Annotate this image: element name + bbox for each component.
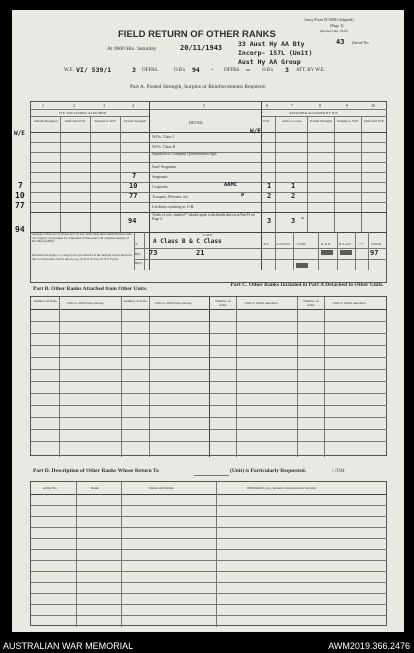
analysis-row-a: A — [135, 242, 138, 246]
form-sheet: Army Form W.3008 (Adapted) (Page 1) (Revised Jan. 1943) FIELD RETURN OF OTHER RANKS At 0600 Hrs. Saturday 20/11/1943 33 Aust Hy AA Bty Incorp- 157L (Unit) Aust Hy AA Group 43 (Serial No. W.E. VI/ 539/1 3 OFFRS. O.R's 94 + OFFRS. — O.R's 3 ATT. BY W.E. Part A. Posted Strength, Surplus or Reinforcements Required. 1 2 3 4 5 6 7 8 9 10 W.E. EXCLUDING ATTACHED DETAIL ATTACHED ALLOWED BY W.E. Details Required Deficient W.E. Surplus to W.E. Posted Strength W.E. Arm or Corps Posted Strength Surplus to W.E. Deficient W.E. W.Os. Class I W.Os. Class II Squadron or Company Quartermaster Sgts. Staff Sergeants Sergeants Corporals Troopers, Privates, etc. Civilians counting as O.R. Totals of cols. marked * should agree with details shown in Part H on Page 2 7 10 77 94 AAMC ℯ 1 2 3 1 2 3 * Analysis of Part A to be shown here by ALL units. Only units entitled in more than one category of personnel for completion of this return will complete analysis of Part B(i) and B(ii). Personnel belonging to a category not provided for in the analysis will be shown in this col. Particulars will be shown, e.g., 20 W.A. Forces, 10 N.Z. Forces. A B(i) B(ii) C.M.F. A Class B & C Class 73 21 A.S. A.A.M.W.S. CIVIL R.A.N. R.A.A.F. * * TOTAL 97 W/E W/E 7 10 77 94 Part B. Other Ranks Attached from Other Units. Part C. Other Ranks Included in Part A Detached to Other Units. Number of O.Rs. Unit to which they belong Number of O.Rs. Unit to which they belong Number of O.Rs. Unit to which detached Number of O.Rs. Unit to which detached Part D. Description of Other Ranks Whose Return To (Unit) is Particularly Requested. / /194 Army No. Rank Name and Initials REMARKS (e.g., present whereabouts if known) — [12, 10, 404, 632]
col-raaf: R.A.A.F. — [339, 242, 352, 246]
a-class-value: 73 — [149, 249, 158, 257]
part-c-col-unit-1: Unit to which detached — [245, 301, 278, 305]
row-detail-staff-sgts: Staff Sergeants — [152, 164, 177, 169]
hdr-deficient: Deficient W.E. — [65, 119, 86, 123]
analysis-row-bii: B(ii) — [135, 261, 142, 265]
row-detail-corporals: Corporals — [152, 184, 168, 189]
margin-mark-right: W/E — [250, 128, 261, 135]
redaction-mark — [296, 263, 308, 268]
margin-mark-left: W/E — [14, 130, 25, 137]
col-num-5: 5 — [203, 103, 205, 108]
row-detail-civilians: Civilians counting as O.R. — [152, 204, 195, 209]
troopers-posted: 77 — [129, 192, 138, 200]
redaction-mark — [321, 250, 333, 255]
totals-detail: Totals of cols. marked * should agree with details shown in Part H on Page 2 — [152, 213, 255, 222]
part-c-title: Part C. Other Ranks Included in Part A Detached to Other Units. — [230, 282, 384, 288]
offrs2-label: OFFRS. — [224, 68, 241, 73]
col-num-3: 3 — [103, 103, 105, 108]
part-d-table — [30, 481, 387, 626]
total-details-required: 94 — [15, 225, 25, 234]
sergeants-details-required: 7 — [18, 181, 23, 190]
ors2-value: 3 — [285, 66, 289, 74]
col-num-9: 9 — [346, 103, 348, 108]
bc-class-value: 21 — [196, 249, 205, 257]
class-header: A Class B & C Class — [153, 238, 222, 245]
form-title: FIELD RETURN OF OTHER RANKS — [118, 29, 276, 40]
personnel-note: Personnel belonging to a category not provided for in the analysis will be shown in this col. Particulars will be shown, e.g., 20 W.A. Forces, 10 N.Z. Forces. — [32, 253, 132, 261]
ors-value: 94 — [192, 66, 200, 74]
part-d-col-army-no: Army No. — [43, 486, 58, 490]
row-detail-wo2: W.Os. Class II — [152, 144, 176, 149]
analysis-note: Analysis of Part A to be shown here by ALL units. Only units entitled in more than one category of personnel for completion of this return will complete analysis of Part B(i) and B(ii). — [32, 232, 132, 244]
part-c-col-unit-2: Unit to which detached — [333, 301, 366, 305]
part-a-table: 1 2 3 4 5 6 7 8 9 10 W.E. EXCLUDING ATTACHED DETAIL ATTACHED ALLOWED BY W.E. Details Required Deficient W.E. Surplus to W.E. Posted Strength W.E. Arm or Corps Posted Strength Surplus to W.E. Deficient W.E. W.Os. Class I W.Os. Class II Squadron or Company Quartermaster Sgts. Staff Sergeants Sergeants Corporals Troopers, Privates, etc. Civilians counting as O.R. Totals of cols. marked * should agree with details shown in Part H on Page 2 7 10 77 94 AAMC ℯ 1 2 3 1 2 3 * Analysis of Part A to be shown here by ALL units. Only units entitled in more than one category of personnel for completion of this return will complete analysis of Part B(i) and B(ii). Personnel belonging to a category not provided for in the analysis will be shown in this col. Particulars will be shown, e.g., 20 W.A. Forces, 10 N.Z. Forces. A B(i) B(ii) C.M.F. A Class B & C Class 73 21 A.S. A.A.M.W.S. CIVIL R.A.N. R.A.A.F. * * TOTAL 97 — [30, 101, 387, 283]
unit-name-line3: Aust Hy AA Group — [238, 58, 301, 66]
part-d-col-name: Name and Initials — [149, 486, 174, 490]
part-d-col-remarks: REMARKS (e.g., present whereabouts if known) — [247, 486, 317, 490]
col-star: * * — [359, 242, 364, 246]
we-excl-header: W.E. EXCLUDING ATTACHED — [59, 111, 107, 115]
sergeants-posted: 7 — [132, 172, 137, 180]
part-b-title: Part B. Other Ranks Attached from Other Units. — [33, 286, 148, 292]
row-detail-sergeants: Sergeants — [152, 174, 168, 179]
col-total: TOTAL — [371, 242, 383, 246]
corporals-posted: 10 — [129, 182, 138, 190]
part-b-col-unit-2: Unit to which they belong — [155, 301, 192, 305]
part-d-col-rank: Rank — [91, 486, 99, 490]
col-num-4: 4 — [132, 103, 134, 108]
hdr-surplus: Surplus to W.E. — [94, 119, 117, 123]
corporals-we-right: 1 — [267, 182, 272, 190]
offrs2-value: — — [246, 66, 250, 74]
hdr-posted-right: Posted Strength — [309, 119, 333, 123]
hdr-deficient-right: Deficient W.E. — [364, 119, 385, 123]
footer-institution: AUSTRALIAN WAR MEMORIAL — [3, 641, 134, 651]
army-form-number: Army Form W.3008 (Adapted) — [304, 17, 354, 22]
part-a-title: Part A. Posted Strength, Surplus or Reinforcements Required. — [130, 84, 266, 90]
col-num-8: 8 — [319, 103, 321, 108]
offrs-label: OFFRS. — [142, 68, 159, 73]
serial-label: (Serial No. — [352, 40, 370, 45]
total-posted-right: 3 — [291, 217, 296, 225]
part-b-col-unit-1: Unit to which they belong — [67, 301, 104, 305]
total-value: 97 — [370, 249, 379, 257]
ors2-label: O.R's — [262, 68, 274, 73]
col-num-10: 10 — [371, 103, 375, 108]
troopers-posted-right: 2 — [291, 192, 296, 200]
col-aamws: A.A.M.W.S. — [276, 242, 291, 246]
we-value: VI/ 539/1 — [76, 66, 112, 74]
part-c-col-number-1: Number of O.Rs. — [215, 299, 231, 307]
return-date: 20/11/1943 — [180, 44, 223, 52]
hdr-we-right: W.E. — [263, 119, 270, 123]
troopers-details-required: 77 — [15, 201, 25, 210]
serial-number: 43 — [336, 38, 345, 46]
attached-header: ATTACHED ALLOWED BY W.E. — [289, 111, 339, 115]
att-by-we-label: ATT. BY W.E. — [296, 68, 326, 73]
at-time-label: At 0600 Hrs. Saturday — [107, 46, 157, 52]
part-d-title-tail: (Unit) is Particularly Requested. — [230, 468, 307, 474]
detail-header: DETAIL — [189, 120, 204, 125]
analysis-row-bi: B(i) — [135, 252, 141, 256]
part-b-col-number-2: Number of O.Rs. — [123, 299, 148, 303]
col-num-2: 2 — [73, 103, 75, 108]
total-posted: 94 — [128, 217, 137, 225]
troopers-we-right: 2 — [267, 192, 272, 200]
cmf-label: C.M.F. — [203, 233, 213, 237]
col-civil: CIVIL — [297, 242, 307, 246]
part-b-col-number-1: Number of O.Rs. — [33, 299, 58, 303]
ors-label: O.R's — [174, 68, 186, 73]
unit-name-line1: 33 Aust Hy AA Bty — [238, 40, 305, 48]
revised-date: (Revised Jan. 1943) — [320, 29, 348, 33]
part-d-date: / /194 — [332, 468, 345, 474]
footer-accession: AWM2019.366.2476 — [328, 641, 410, 651]
footer-bar — [0, 640, 414, 653]
part-d-title: Part D. Description of Other Ranks Whose Return To — [33, 468, 159, 474]
col-num-6: 6 — [266, 103, 268, 108]
col-num-7: 7 — [291, 103, 293, 108]
redaction-mark — [340, 250, 352, 255]
offrs-value: 3 — [132, 66, 136, 74]
corps-mark: AAMC — [224, 182, 238, 188]
total-we-right: 3 — [267, 217, 272, 225]
col-as: A.S. — [263, 242, 270, 246]
hdr-posted-strength: Posted Strength — [123, 119, 147, 123]
hdr-details-required: Details Required — [34, 119, 58, 123]
hdr-arm-corps: Arm or Corps — [282, 119, 302, 123]
page-number: (Page 1) — [330, 23, 344, 28]
corporals-posted-right: 1 — [291, 182, 296, 190]
col-ran: R.A.N. — [321, 242, 332, 246]
we-label: W.E. — [64, 68, 74, 73]
part-c-col-number-2: Number of O.Rs. — [303, 299, 319, 307]
col-num-1: 1 — [42, 103, 44, 108]
unit-name-line2: Incorp- 157L (Unit) — [238, 49, 313, 57]
part-bc-table — [30, 296, 387, 456]
row-detail-qms: Squadron or Company Quartermaster Sgts. — [152, 152, 218, 156]
hdr-surplus-right: Surplus to W.E. — [337, 119, 359, 123]
corporals-details-required: 10 — [15, 191, 25, 200]
row-detail-troopers: Troopers, Privates, etc. — [152, 194, 189, 199]
row-detail-wo1: W.Os. Class I — [152, 134, 174, 139]
